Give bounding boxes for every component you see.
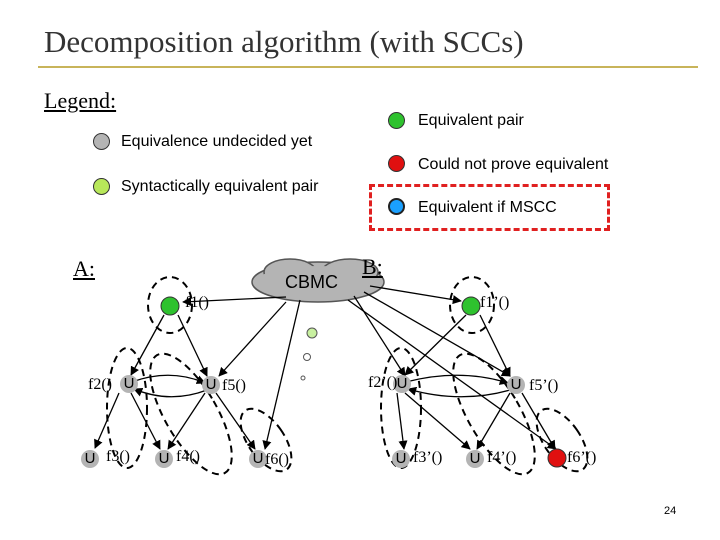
node-f4-mark: U — [155, 450, 173, 468]
node-f1 — [161, 297, 179, 315]
pair-f6p — [527, 400, 598, 480]
f2-label: f2() — [88, 376, 112, 393]
node-f5p-mark: U — [507, 376, 525, 394]
thought-bubble-medium — [304, 354, 311, 361]
legend-undecided-label: Equivalence undecided yet — [121, 133, 313, 150]
node-f3-mark: U — [81, 450, 99, 468]
program-b-label: B: — [362, 254, 383, 279]
legend-heading: Legend: — [44, 88, 117, 113]
legend-equivalent-label: Equivalent pair — [418, 112, 524, 129]
legend-syntactic-label: Syntactically equivalent pair — [121, 178, 319, 195]
f1p-label: f1’() — [480, 294, 510, 311]
node-f2-mark: U — [120, 375, 138, 393]
f6p-label: f6’() — [567, 449, 597, 466]
f5p-label: f5’() — [529, 377, 559, 394]
cbmc-label: CBMC — [285, 272, 338, 292]
f3p-label: f3’() — [413, 449, 443, 466]
f3-label: f3() — [106, 448, 130, 465]
node-f2p-mark: U — [393, 375, 411, 393]
node-f6p — [548, 449, 566, 467]
f4p-label: f4’() — [487, 449, 517, 466]
program-a-label: A: — [73, 256, 95, 281]
node-f4p-mark: U — [466, 450, 484, 468]
legend-not-proved-label: Could not prove equivalent — [418, 156, 609, 173]
f2p-label: f2’() — [368, 374, 398, 391]
node-f3p-mark: U — [392, 450, 410, 468]
node-f5-mark: U — [202, 376, 220, 394]
thought-bubble-small — [301, 376, 305, 380]
thought-bubble-large — [307, 328, 317, 338]
page-number: 24 — [664, 505, 677, 517]
slide-title: Decomposition algorithm (with SCCs) — [44, 24, 524, 59]
f1-label: f1() — [185, 294, 209, 311]
node-f6-mark: U — [249, 450, 267, 468]
f5-label: f5() — [222, 377, 246, 394]
f4-label: f4() — [176, 448, 200, 465]
node-f1p — [462, 297, 480, 315]
f6-label: f6() — [265, 451, 289, 468]
legend-mscc-label: Equivalent if MSCC — [418, 199, 557, 216]
